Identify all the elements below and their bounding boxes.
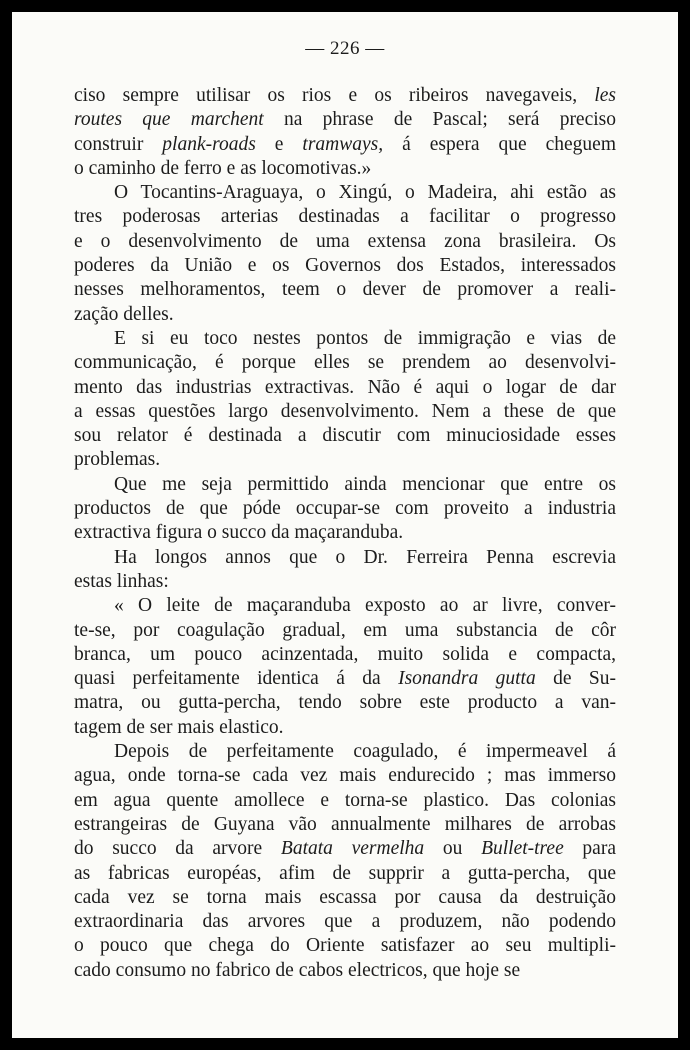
text-line: [74, 133, 616, 157]
text-run: agua, onde torna-se cada vez mais endurecido ; mas immerso: [74, 765, 616, 787]
text-line: [74, 400, 616, 424]
text-line: [74, 789, 616, 813]
text-run: tagem de ser mais elastico.: [74, 716, 284, 738]
text-line: [74, 813, 616, 837]
text-run: cada vez se torna mais escassa por causa da destruição: [74, 886, 616, 908]
text-run: a essas questões largo desenvolvimento. Nem a these de que: [74, 400, 616, 422]
text-line: [74, 886, 616, 910]
italic-run: Isonandra gutta: [398, 668, 536, 690]
text-run: á espera que cheguem: [383, 133, 616, 155]
text-line: [74, 862, 616, 886]
text-run: branca, um pouco acinzentada, muito solida e compacta,: [74, 643, 616, 665]
text-line: [74, 691, 616, 715]
text-run: poderes da União e os Governos dos Estados, interessados: [74, 255, 616, 277]
text-line: [74, 934, 616, 958]
text-line: [74, 667, 616, 691]
text-line: [74, 910, 616, 934]
text-line: [74, 376, 616, 400]
text-line: [74, 424, 616, 448]
text-line: [74, 546, 616, 570]
text-run: estas linhas:: [74, 570, 169, 592]
text-run: para: [563, 838, 616, 860]
text-line: [74, 643, 616, 667]
text-run: zação delles.: [74, 303, 174, 325]
text-run: matra, ou gutta-percha, tendo sobre este producto a van-: [74, 692, 616, 714]
text-line: [74, 570, 616, 594]
italic-run: plank-roads: [162, 133, 256, 155]
text-line: [74, 619, 616, 643]
text-line: [74, 181, 616, 205]
text-run: cado consumo no fabrico de cabos electricos, que hoje se: [74, 959, 521, 981]
text-run: mento das industrias extractivas. Não é aqui o logar de dar: [74, 376, 616, 398]
text-run: de Su-: [535, 668, 617, 690]
body-text: [74, 84, 616, 983]
text-run: sou relator é destinada a discutir com minuciosidade esses: [74, 425, 616, 447]
text-line: [74, 108, 616, 132]
text-run: em agua quente amollece e torna-se plastico. Das colonias: [74, 789, 616, 811]
text-line: [74, 278, 616, 302]
text-run: productos de que póde occupar-se com proveito a industria: [74, 498, 616, 520]
text-line: [74, 84, 616, 108]
text-run: as fabricas européas, afim de supprir a gutta-percha, que: [74, 862, 616, 884]
text-line: [74, 230, 616, 254]
text-line: [74, 327, 616, 351]
text-run: Depois de perfeitamente coagulado, é impermeavel á: [114, 741, 616, 763]
text-run: « O leite de maçaranduba exposto ao ar livre, conver-: [114, 595, 616, 617]
text-run: problemas.: [74, 449, 161, 471]
text-line: [74, 521, 616, 545]
book-page: [12, 12, 678, 1038]
text-line: [74, 497, 616, 521]
text-line: [74, 303, 616, 327]
text-run: e: [255, 133, 303, 155]
text-run: nesses melhoramentos, teem o dever de promover a reali-: [74, 279, 616, 301]
text-line: [74, 764, 616, 788]
italic-run: Bullet-tree: [481, 838, 564, 860]
text-run: na phrase de Pascal; será preciso: [263, 109, 616, 131]
text-run: estrangeiras de Guyana vão annualmente milhares de arrobas: [74, 813, 616, 835]
text-run: construir: [74, 133, 163, 155]
text-run: extractiva figura o succo da maçaranduba.: [74, 522, 404, 544]
text-line: [74, 157, 616, 181]
text-line: [74, 594, 616, 618]
text-run: te-se, por coagulação gradual, em uma substancia de côr: [74, 619, 616, 641]
text-line: [74, 254, 616, 278]
text-line: [74, 351, 616, 375]
text-line: [74, 740, 616, 764]
text-line: [74, 837, 616, 861]
text-run: o caminho de ferro e as locomotivas.»: [74, 157, 372, 179]
text-line: [74, 959, 616, 983]
text-run: O Tocantins-Araguaya, o Xingú, o Madeira, ahi estão as: [114, 182, 616, 204]
text-run: communicação, é porque elles se prendem ao desenvolvi-: [74, 352, 616, 374]
text-run: do succo da arvore: [74, 838, 281, 860]
text-run: tres poderosas arterias destinadas a facilitar o progresso: [74, 206, 616, 228]
text-line: [74, 205, 616, 229]
text-run: Ha longos annos que o Dr. Ferreira Penna escrevia: [114, 546, 616, 568]
text-run: e o desenvolvimento de uma extensa zona brasileira. Os: [74, 230, 616, 252]
italic-run: Batata vermelha: [280, 838, 425, 860]
italic-run: les: [594, 85, 616, 106]
text-run: E si eu toco nestes pontos de immigração e vias de: [114, 327, 616, 349]
text-run: quasi perfeitamente identica á da: [74, 668, 399, 690]
text-run: ciso sempre utilisar os rios e os ribeiros navegaveis,: [74, 85, 595, 106]
text-run: ou: [424, 838, 482, 860]
text-run: Que me seja permittido ainda mencionar que entre os: [114, 473, 616, 495]
text-run: o pouco que chega do Oriente satisfazer ao seu multipli-: [74, 935, 616, 957]
text-line: [74, 448, 616, 472]
text-line: [74, 716, 616, 740]
italic-run: routes que marchent: [74, 109, 264, 131]
page-number: — 226 —: [305, 38, 385, 59]
italic-run: tramways,: [302, 133, 384, 155]
text-run: extraordinaria das arvores que a produzem, não podendo: [74, 911, 616, 933]
text-line: [74, 473, 616, 497]
